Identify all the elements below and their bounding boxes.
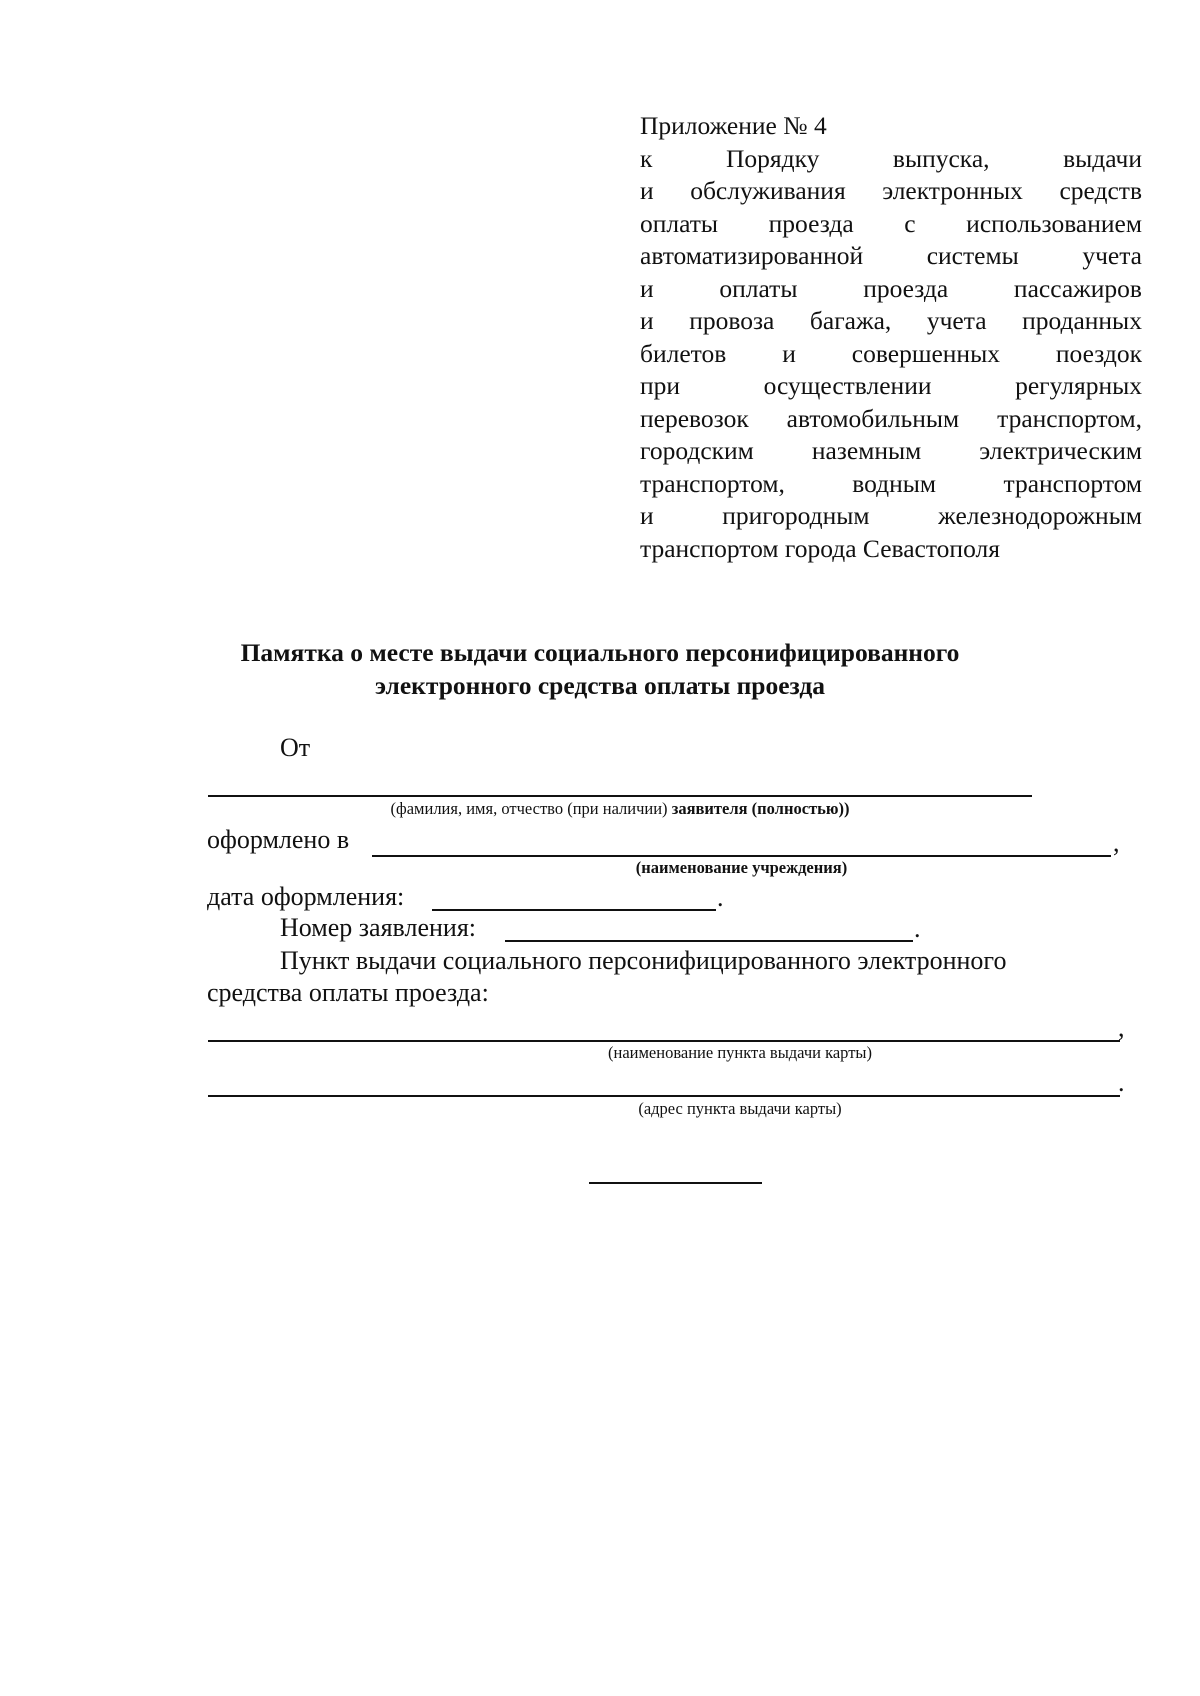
appendix-word: использованием	[966, 208, 1142, 238]
document-title-line-1: Памятка о месте выдачи социального персонифицированного	[240, 638, 960, 667]
appendix-word: и	[640, 176, 654, 205]
appendix-word: с	[904, 208, 916, 238]
appendix-line	[640, 403, 1142, 436]
issue-date-period: .	[717, 883, 724, 912]
applicant-name-hint	[208, 799, 1032, 819]
issue-point-address-period: .	[1118, 1068, 1125, 1097]
issue-point-address-hint: (адрес пункта выдачи карты)	[638, 1099, 842, 1118]
document-title	[200, 636, 1000, 702]
appendix-word: к	[640, 143, 653, 173]
appendix-word: при	[640, 371, 681, 400]
appendix-word: наземным	[811, 436, 922, 465]
appendix-word: багажа,	[809, 306, 892, 335]
appendix-word: совершенных	[851, 338, 1000, 368]
issue-point-name-comma: ,	[1118, 1013, 1125, 1042]
appendix-word: провоза	[689, 306, 775, 335]
appendix-word: оплаты	[719, 273, 798, 303]
appendix-word: учета	[926, 306, 987, 335]
application-number-label: Номер заявления:	[280, 913, 477, 942]
appendix-word: выпуска,	[892, 143, 990, 173]
appendix-lines	[640, 143, 1142, 533]
document-title-line-2: электронного средства оплаты проезда	[375, 671, 825, 700]
from-label: От	[280, 733, 311, 762]
appendix-line	[640, 208, 1142, 241]
appendix-block	[640, 110, 1142, 565]
applicant-name-field[interactable]	[208, 795, 1032, 797]
institution-field[interactable]	[372, 855, 1111, 857]
appendix-word: и	[640, 306, 654, 335]
appendix-word: осуществлении	[763, 371, 932, 400]
appendix-word: городским	[640, 436, 754, 465]
appendix-line	[640, 500, 1142, 533]
issue-point-label-line-1: Пункт выдачи социального персонифицированного электронного	[280, 946, 1007, 975]
appendix-word: средств	[1059, 176, 1142, 205]
appendix-line	[640, 240, 1142, 273]
appendix-word: и	[782, 338, 796, 368]
issue-point-label-line-2: средства оплаты проезда:	[207, 978, 489, 1007]
applicant-name-hint-regular: (фамилия, имя, отчество (при наличии)	[390, 799, 672, 818]
application-number-period: .	[914, 914, 921, 943]
institution-comma: ,	[1113, 828, 1120, 857]
appendix-line	[640, 273, 1142, 306]
issue-date-field[interactable]	[432, 909, 716, 911]
appendix-word: транспортом,	[640, 468, 785, 498]
appendix-line	[640, 435, 1142, 468]
applicant-name-hint-bold: заявителя (полностью))	[671, 799, 850, 818]
appendix-word: проезда	[768, 208, 854, 238]
appendix-line	[640, 143, 1142, 176]
appendix-word: оплаты	[640, 208, 719, 238]
appendix-word: автомобильным	[786, 403, 960, 433]
appendix-heading: Приложение № 4	[640, 111, 827, 140]
appendix-word: транспортом,	[997, 403, 1142, 433]
appendix-line	[640, 468, 1142, 501]
appendix-word: выдачи	[1063, 143, 1142, 173]
appendix-line	[640, 370, 1142, 403]
appendix-word: системы	[926, 241, 1019, 270]
application-number-field[interactable]	[505, 940, 913, 942]
appendix-word: Порядку	[725, 143, 820, 173]
appendix-word: билетов	[640, 338, 727, 368]
appendix-word: учета	[1082, 241, 1142, 270]
issue-point-address-field[interactable]	[208, 1095, 1120, 1097]
appendix-word: обслуживания	[690, 176, 846, 205]
issued-at-label: оформлено в	[207, 825, 350, 854]
issue-point-name-field[interactable]	[208, 1040, 1120, 1042]
closing-separator-line	[589, 1182, 762, 1184]
appendix-word: пассажиров	[1013, 273, 1142, 303]
appendix-word: перевозок	[640, 403, 749, 433]
appendix-word: поездок	[1055, 338, 1142, 368]
appendix-word: регулярных	[1015, 371, 1142, 400]
appendix-word: водным	[852, 468, 937, 498]
appendix-last-line: транспортом города Севастополя	[640, 533, 1000, 563]
appendix-line	[640, 175, 1142, 208]
appendix-word: проданных	[1022, 306, 1142, 335]
appendix-word: железнодорожным	[938, 501, 1142, 530]
institution-hint: (наименование учреждения)	[635, 858, 848, 877]
appendix-word: транспортом	[1003, 468, 1142, 498]
appendix-word: проезда	[863, 273, 949, 303]
appendix-line	[640, 338, 1142, 371]
appendix-word: и	[640, 273, 654, 303]
appendix-word: и	[640, 501, 654, 530]
issue-point-name-hint: (наименование пункта выдачи карты)	[608, 1043, 872, 1062]
appendix-word: пригородным	[722, 501, 870, 530]
appendix-word: электрическим	[979, 436, 1142, 465]
issue-date-label: дата оформления:	[207, 882, 405, 911]
appendix-line	[640, 305, 1142, 338]
appendix-word: автоматизированной	[640, 241, 864, 270]
appendix-word: электронных	[882, 176, 1023, 205]
